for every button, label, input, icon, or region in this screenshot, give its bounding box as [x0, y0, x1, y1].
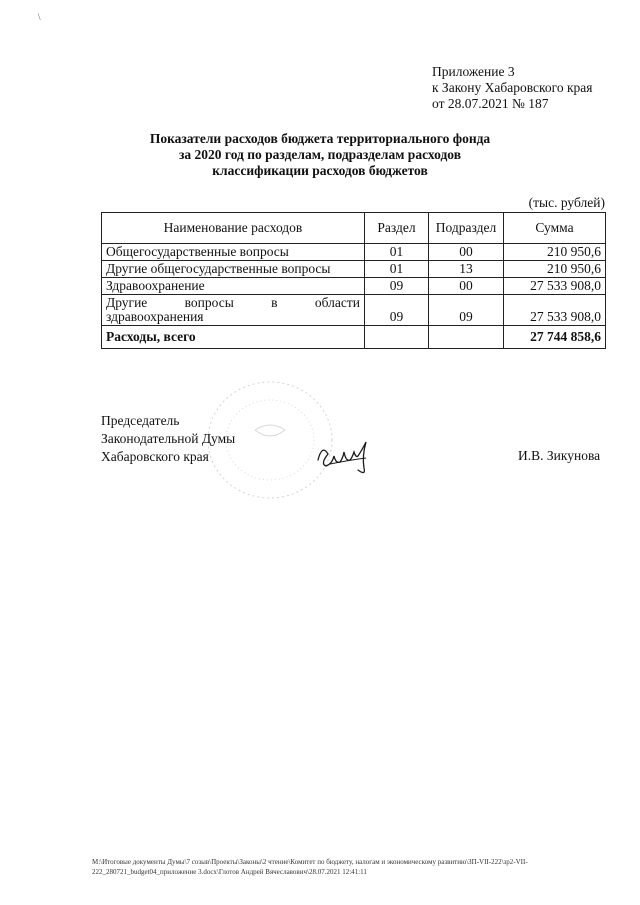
header-section: Раздел	[365, 213, 429, 244]
document-title	[90, 131, 550, 179]
row-amount: 27 533 908,0	[504, 295, 606, 326]
position-line-1: Председатель	[101, 413, 180, 428]
row-amount: 210 950,6	[504, 244, 606, 261]
table-row	[102, 278, 606, 295]
row-amount: 27 533 908,0	[504, 278, 606, 295]
row-name: Здравоохранение	[102, 278, 365, 295]
total-label: Расходы, всего	[102, 326, 365, 349]
row-subsection: 00	[429, 244, 504, 261]
row-name-line-2: здравоохранения	[106, 309, 204, 324]
table-header-row	[102, 213, 606, 244]
corner-mark: \	[38, 12, 41, 22]
appendix-line-1: Приложение 3	[432, 64, 515, 79]
row-section: 01	[365, 244, 429, 261]
row-subsection: 13	[429, 261, 504, 278]
row-subsection: 00	[429, 278, 504, 295]
footer-line-2: 222_280721_budget04_приложение 3.docx\Глотов Андрей Вячеславович\28.07.2021 12:41:11	[92, 868, 367, 876]
row-name	[102, 295, 365, 326]
row-name-line-1: Другие вопросы в области	[106, 295, 360, 310]
row-section: 01	[365, 261, 429, 278]
units-note: (тыс. рублей)	[528, 195, 605, 210]
signer-name: И.В. Зикунова	[518, 448, 601, 463]
total-subsection-empty	[429, 326, 504, 349]
row-section: 09	[365, 295, 429, 326]
header-amount: Сумма	[504, 213, 606, 244]
total-amount: 27 744 858,6	[504, 326, 606, 349]
signature-block	[101, 412, 235, 466]
title-line-2: за 2020 год по разделам, подразделам расходов	[178, 147, 462, 162]
row-section: 09	[365, 278, 429, 295]
appendix-line-2: к Закону Хабаровского края	[432, 80, 593, 95]
row-name: Другие общегосударственные вопросы	[102, 261, 365, 278]
expenses-table	[101, 212, 606, 349]
total-row	[102, 326, 606, 349]
row-name: Общегосударственные вопросы	[102, 244, 365, 261]
title-line-1: Показатели расходов бюджета территориального фонда	[149, 131, 491, 146]
position-line-2: Законодательной Думы	[101, 431, 236, 446]
footer-line-1: M:\Итоговые документы Думы\7 созыв\Проекты\Законы\2 чтение\Комитет по бюджету, налогам и экономическому развитию\ЗП-VII-222\зр2-VII-	[92, 858, 528, 866]
table-row	[102, 261, 606, 278]
row-subsection: 09	[429, 295, 504, 326]
title-line-3: классификации расходов бюджетов	[212, 163, 428, 178]
appendix-line-3: от 28.07.2021 № 187	[432, 96, 549, 111]
file-path-footer	[92, 857, 612, 877]
header-subsection: Подраздел	[429, 213, 504, 244]
table-row	[102, 295, 606, 326]
total-section-empty	[365, 326, 429, 349]
position-line-3: Хабаровского края	[101, 449, 209, 464]
appendix-header	[432, 64, 593, 112]
table-row	[102, 244, 606, 261]
row-amount: 210 950,6	[504, 261, 606, 278]
header-name: Наименование расходов	[102, 213, 365, 244]
handwritten-signature	[312, 432, 382, 480]
